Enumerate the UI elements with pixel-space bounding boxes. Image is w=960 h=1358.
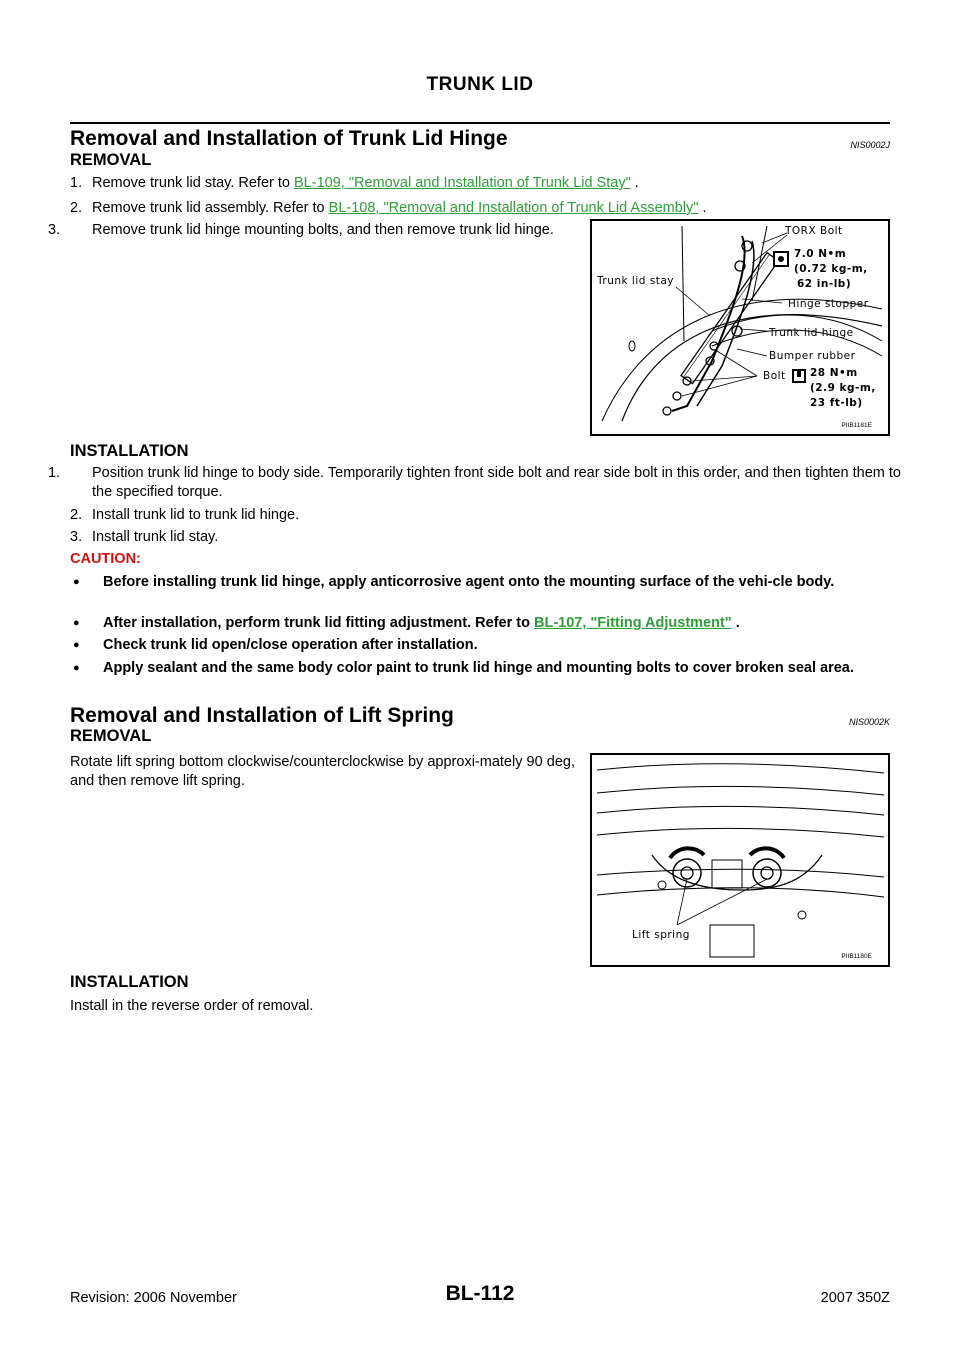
figure-lift-spring [590, 753, 890, 967]
bullet-icon: ● [73, 617, 80, 629]
label-torx-torque-2: (0.72 kg-m, [794, 263, 868, 275]
caution-item: ● Apply sealant and the same body color paint to trunk lid hinge and mounting bolts to cover broken seal area. [73, 660, 854, 676]
removal-heading-hinge: REMOVAL [70, 151, 152, 169]
label-torx-torque-1: 7.0 N•m [794, 248, 847, 260]
page-title: TRUNK LID [426, 74, 534, 95]
label-torx-bolt: TORX Bolt [785, 225, 843, 237]
removal-step-1: 1. Remove trunk lid stay. Refer to BL-109, "Removal and Installation of Trunk Lid Stay" . [70, 175, 639, 191]
label-trunk-lid-stay: Trunk lid stay [597, 275, 674, 287]
installation-step-3: 3. Install trunk lid stay. [70, 529, 219, 545]
installation-step-1: 1. Position trunk lid hinge to body side. Temporarily tighten front side bolt and rear side bolt in this order, and then tighten them to the specified torque. [48, 465, 901, 500]
installation-heading-lift-spring: INSTALLATION [70, 973, 189, 991]
caution-item: ● After installation, perform trunk lid fitting adjustment. Refer to BL-107, "Fitting Adjustment" . [73, 615, 740, 631]
bullet-icon: ● [73, 662, 80, 674]
label-bumper-rubber: Bumper rubber [769, 350, 856, 362]
removal-step-2: 2. Remove trunk lid assembly. Refer to BL-108, "Removal and Installation of Trunk Lid Assembly" . [70, 200, 707, 216]
label-bolt-torque-1: 28 N•m [810, 367, 858, 379]
section-code-hinge: NIS0002J [850, 140, 890, 150]
caution-label: CAUTION: [70, 551, 141, 567]
bullet-icon: ● [73, 576, 80, 588]
figure-trunk-lid-hinge [590, 219, 890, 436]
header-rule [70, 122, 890, 124]
label-bolt-torque-2: (2.9 kg-m, [810, 382, 876, 394]
label-lift-spring: Lift spring [632, 929, 690, 941]
footer-model: 2007 350Z [820, 1290, 890, 1306]
footer-revision: Revision: 2006 November [70, 1290, 237, 1306]
section-code-lift-spring: NIS0002K [848, 717, 890, 727]
removal-step-3: 3. Remove trunk lid hinge mounting bolts, and then remove trunk lid hinge. [48, 222, 554, 238]
lift-spring-installation-text: Install in the reverse order of removal. [70, 998, 314, 1014]
link-trunk-lid-assembly[interactable]: BL-108, "Removal and Installation of Trunk Lid Assembly" [328, 200, 699, 216]
installation-heading-hinge: INSTALLATION [70, 442, 189, 460]
label-bolt: Bolt [763, 370, 786, 382]
link-trunk-lid-stay[interactable]: BL-109, "Removal and Installation of Trunk Lid Stay" [294, 175, 631, 191]
figure-id-lift-spring: PIIB1180E [841, 953, 872, 960]
lift-spring-removal-text: Rotate lift spring bottom clockwise/counterclockwise by approxi-mately 90 deg, and then remove lift spring. [70, 754, 575, 789]
section-title-lift-spring: Removal and Installation of Lift Spring [70, 704, 454, 727]
figure-id-hinge: PIIB1181E [841, 422, 872, 429]
label-trunk-lid-hinge: Trunk lid hinge [769, 327, 854, 339]
label-hinge-stopper: Hinge stopper [788, 298, 869, 310]
section-title-hinge: Removal and Installation of Trunk Lid Hinge [70, 127, 508, 150]
label-torx-torque-3: 62 in-lb) [797, 278, 852, 290]
footer-page-number: BL-112 [445, 1282, 515, 1305]
caution-item: ● Check trunk lid open/close operation after installation. [73, 637, 478, 653]
link-fitting-adjustment[interactable]: BL-107, "Fitting Adjustment" [534, 615, 732, 631]
label-bolt-torque-3: 23 ft-lb) [810, 397, 863, 409]
removal-heading-lift-spring: REMOVAL [70, 727, 152, 745]
installation-step-2: 2. Install trunk lid to trunk lid hinge. [70, 507, 300, 523]
caution-item: ● Before installing trunk lid hinge, apply anticorrosive agent onto the mounting surface of the vehi-cle body. [73, 574, 835, 590]
bullet-icon: ● [73, 639, 80, 651]
